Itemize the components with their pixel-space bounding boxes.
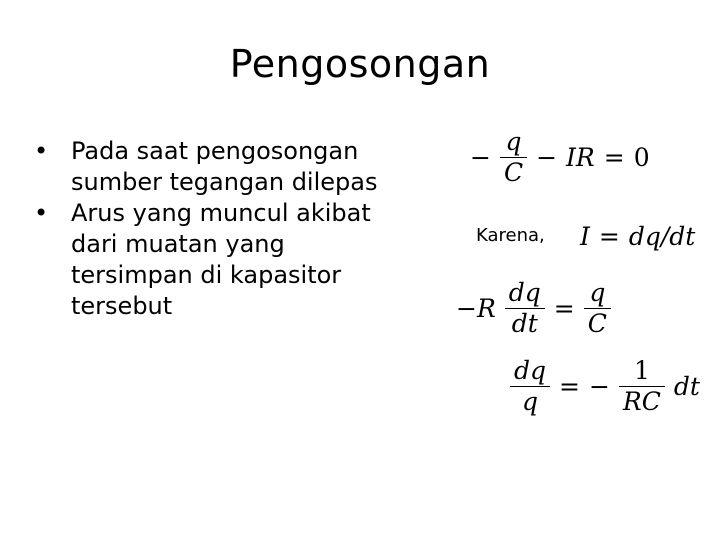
fraction-denominator: C [587, 309, 607, 338]
current-definition: dq/dt [628, 222, 696, 251]
fraction-denominator: q [522, 387, 539, 416]
karena-label: Karena, [476, 225, 545, 246]
bullet-text: Pada saat pengosongan sumber tegangan dilepas [71, 137, 378, 196]
bullet-list [34, 136, 414, 322]
bullet-text: Arus yang muncul akibat dari muatan yang tersimpan di kapasitor tersebut [71, 199, 371, 320]
minus-sign: − [536, 143, 558, 172]
equation-3 [456, 278, 620, 339]
fraction-numerator: 1 [619, 356, 665, 387]
fraction [510, 356, 550, 417]
equation-2 [580, 222, 704, 251]
equals-sign: = [559, 372, 580, 401]
bullet-dot: • [34, 199, 49, 227]
fraction [505, 278, 545, 339]
fraction [619, 356, 665, 417]
fraction [584, 278, 611, 339]
slide-title: Pengosongan [229, 42, 491, 86]
equation-1 [470, 127, 659, 188]
minus-sign: − [470, 143, 491, 172]
equals-sign: = [603, 143, 625, 172]
bullet-dot: • [34, 137, 49, 165]
fraction [500, 127, 527, 188]
fraction-numerator: q [584, 278, 611, 309]
current-symbol: I [580, 222, 590, 251]
bullet-item [34, 198, 414, 322]
term-ir: IR [566, 143, 595, 172]
equals-sign: = [553, 294, 575, 323]
differential-dt: dt [673, 372, 700, 401]
fraction-numerator: dq [505, 278, 545, 309]
fraction-denominator: RC [622, 387, 661, 416]
neg-resistance: −R [456, 294, 496, 323]
minus-sign: − [588, 372, 610, 401]
equals-sign: = [598, 222, 620, 251]
equation-4 [510, 356, 709, 417]
fraction-denominator: dt [511, 309, 538, 338]
fraction-denominator: C [503, 158, 524, 187]
rhs-zero: 0 [633, 143, 650, 172]
fraction-numerator: q [500, 127, 527, 158]
bullet-item [34, 136, 414, 198]
fraction-numerator: dq [510, 356, 550, 387]
